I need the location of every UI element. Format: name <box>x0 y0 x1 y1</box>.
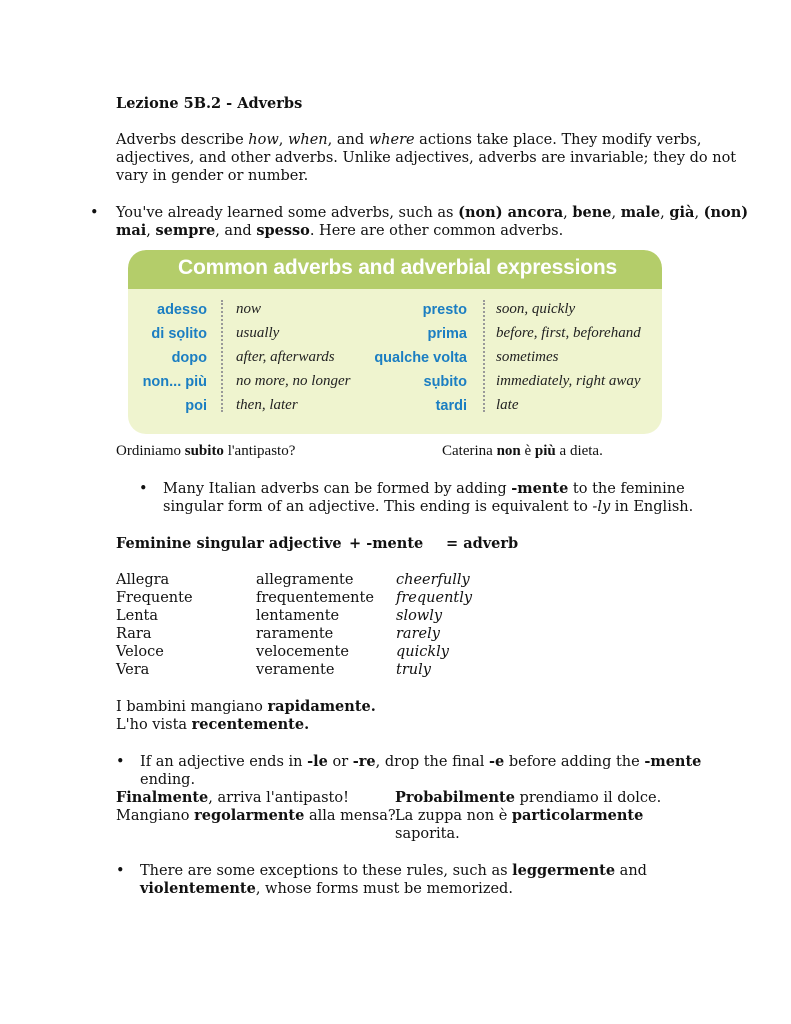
adverb-meaning: sometimes <box>496 349 559 365</box>
box-header <box>128 250 662 289</box>
adverb-meaning: then, later <box>236 397 298 413</box>
bullet-mente-rule: Many Italian adverbs can be formed by adding -mente to the feminine singular form of an adjective. This ending is equivalent to -ly in English. <box>163 480 694 515</box>
adverb-term: di sọlito <box>151 326 207 342</box>
adverb-term: non... più <box>142 374 207 390</box>
example-subito: Ordiniamo subito l'antipasto? <box>116 443 296 459</box>
example-probabilmente: Probabilmente prendiamo il dolce. <box>395 789 662 806</box>
bullet-known-adverbs: You've already learned some adverbs, such as (non) ancora, bene, male, già, (non) mai, sempre, and spesso. Here are other common adverbs. <box>116 204 749 239</box>
example-regolarmente: Mangiano regolarmente alla mensa? <box>116 807 396 824</box>
adverb-term: dopo <box>171 350 207 366</box>
adverb-meaning: usually <box>236 325 280 341</box>
example-recentemente: L'ho vista recentemente. <box>116 716 310 733</box>
adverb-meaning: before, first, beforehand <box>496 325 641 341</box>
adverb-term: sụbito <box>423 374 467 390</box>
formula-adjective: Feminine singular adjective <box>116 535 342 552</box>
bullet-marker: • <box>116 863 125 879</box>
formula-plus-mente: + -mente <box>349 535 424 552</box>
adverb-meaning: late <box>496 397 519 413</box>
adverb-term: adesso <box>157 302 207 318</box>
adverb-meaning: no more, no longer <box>236 373 351 389</box>
adverb-term: qualche volta <box>374 350 467 366</box>
example-finalmente: Finalmente, arriva l'antipasto! <box>116 789 349 806</box>
adverb-term: presto <box>422 302 467 318</box>
lesson-title: Lezione 5B.2 - Adverbs <box>116 95 303 112</box>
adverb-term: prima <box>427 326 467 342</box>
adverb-term: poi <box>185 398 207 414</box>
example-rapidamente: I bambini mangiano rapidamente. <box>116 698 376 715</box>
bullet-le-re-rule: If an adjective ends in -le or -re, drop the final -e before adding the -mente ending. <box>140 753 702 788</box>
formula-adverb: = adverb <box>446 535 519 552</box>
adverb-meaning: immediately, right away <box>496 373 641 389</box>
left-divider <box>221 300 223 412</box>
example-non-piu: Caterina non è più a dieta. <box>442 443 603 459</box>
bullet-exceptions: There are some exceptions to these rules, such as leggermente and violentemente, whose forms must be memorized. <box>140 862 647 897</box>
example-saporita: saporita. <box>395 826 460 842</box>
adverb-term: tardi <box>435 398 467 414</box>
intro-paragraph: Adverbs describe how, when, and where actions take place. They modify verbs, adjectives, and other adverbs. Unlike adjectives, adverbs are invariable; they do not vary in gender or number. <box>116 132 737 184</box>
adverb-meaning: now <box>236 301 262 317</box>
right-divider <box>483 300 485 412</box>
adverb-meaning: after, afterwards <box>236 349 335 365</box>
example-particolarmente: La zuppa non è particolarmente <box>395 807 644 824</box>
adverb-meaning: soon, quickly <box>496 301 576 317</box>
bullet-marker: • <box>90 205 99 221</box>
bullet-marker: • <box>116 754 125 770</box>
box-title: Common adverbs and adverbial expressions <box>178 256 617 279</box>
common-adverbs-box <box>128 250 662 434</box>
bullet-marker: • <box>139 481 148 497</box>
